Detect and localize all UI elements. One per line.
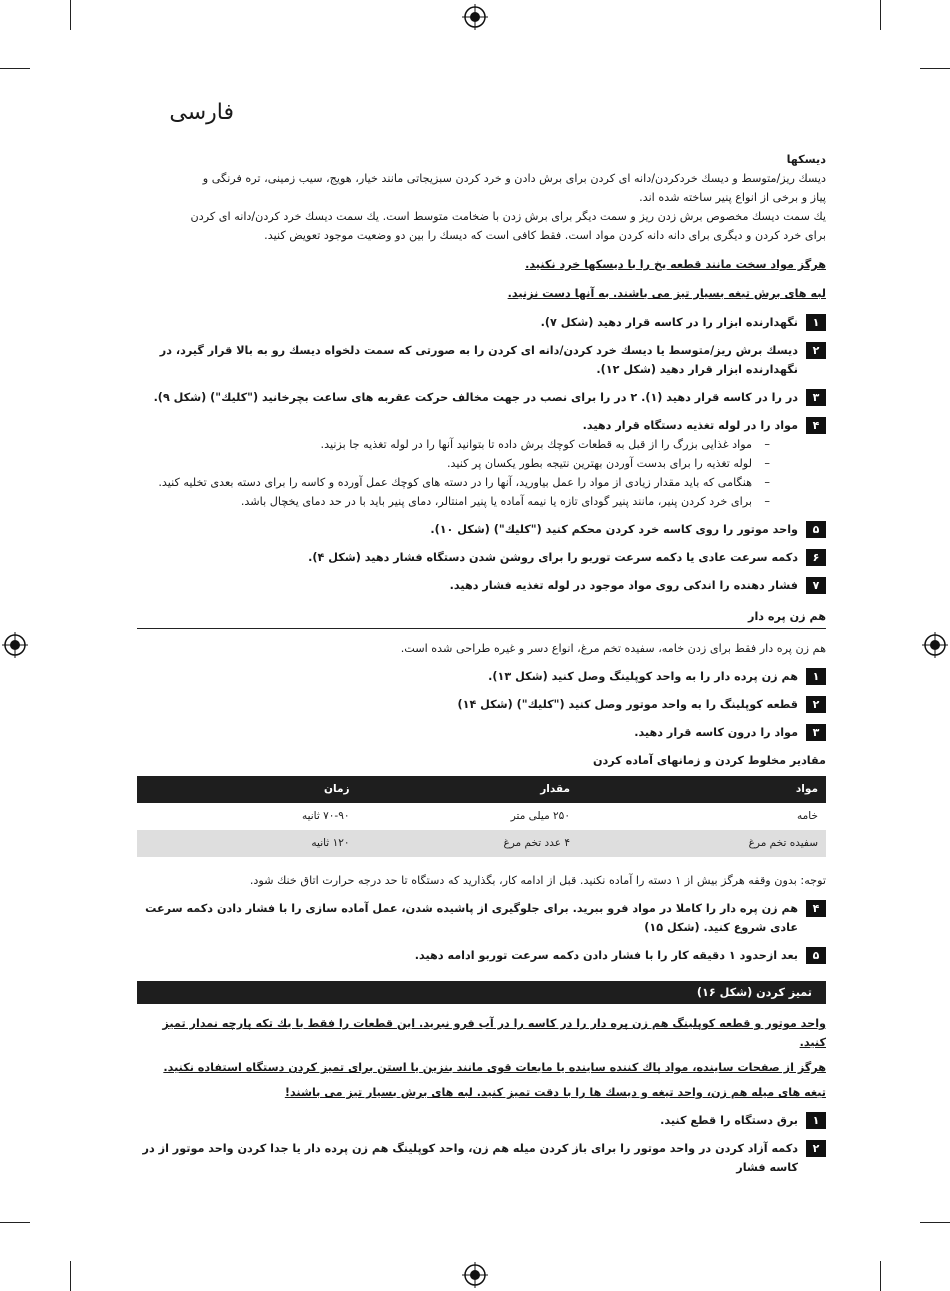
bullet-list: [137, 435, 798, 511]
crop-mark: [920, 1222, 950, 1223]
step-text: هم زن پرده دار را به واحد كوپلینگ وصل كنید (شكل ۱۳).: [488, 670, 798, 683]
note: توجه: بدون وقفه هرگز بیش از ۱ دسته را آماده نكنید. قبل از ادامه كار، بگذارید كه دستگاه تا حد درجه حرارت اتاق خنك شود.: [249, 874, 826, 887]
table-cell: خامه: [797, 810, 818, 822]
bullet-item: – مواد غذایی بزرگ را از قبل به قطعات كوچك برش داده تا بتوانید آنها را در لوله تغذیه جا بزنید.: [137, 435, 770, 454]
step-number: ۵: [806, 947, 826, 964]
page-title: فارسی: [169, 100, 234, 125]
step: [137, 899, 826, 937]
step-text: در را در كاسه قرار دهید (۱). ۲ در را برای نصب در جهت مخالف حركت عقربه های ساعت بچرخانید ("كلیك") (شكل ۹).: [153, 391, 798, 404]
crop-mark: [0, 68, 30, 69]
step-number: ۳: [806, 389, 826, 406]
step: [137, 723, 826, 742]
table-cell: ۱۲۰ ثانیه: [137, 830, 358, 857]
crop-mark: [0, 1222, 30, 1223]
step: [137, 548, 826, 567]
crop-mark: [880, 1261, 881, 1291]
table-header-row: [137, 776, 826, 803]
registration-mark-icon: [2, 632, 28, 658]
step: [137, 416, 826, 511]
warning: هرگز مواد سخت مانند قطعه یخ را با دیسكها خرد نكنید.: [525, 258, 826, 271]
step-number: ۴: [806, 417, 826, 434]
step: [137, 1139, 826, 1177]
warning: تیغه های میله هم زن، واحد تیغه و دیسك ها را با دقت تمیز كنید. لبه های برش بسیار تیز می باشند!: [284, 1086, 826, 1099]
table-cell: ۲۵۰ میلی متر: [510, 810, 570, 822]
step-text: برق دستگاه را قطع كنید.: [660, 1114, 798, 1127]
registration-mark-icon: [462, 4, 488, 30]
cleaning-heading: تمیز كردن (شكل ۱۶): [137, 981, 826, 1004]
step-number: ۶: [806, 549, 826, 566]
step-number: ۱: [806, 314, 826, 331]
crop-mark: [920, 68, 950, 69]
step-number: ۲: [806, 1140, 826, 1157]
registration-mark-icon: [462, 1262, 488, 1288]
crop-mark: [70, 0, 71, 30]
step-number: ۲: [806, 342, 826, 359]
step: [137, 313, 826, 332]
step: [137, 520, 826, 539]
step: [137, 946, 826, 965]
bullet-item: – هنگامی كه باید مقدار زیادی از مواد را عمل بیاورید، آنها را در دسته های كوچك عمل آورده و كاسه را برای دسته بعدی تخلیه كنید.: [137, 473, 770, 492]
step-text: هم زن پره دار را كاملا در مواد فرو ببرید. برای جلوگیری از پاشیده شدن، عمل آماده سازی را با فشار دادن دكمه سرعت عادی شروع كنید. (شكل ۱۵): [145, 902, 798, 934]
step: [137, 388, 826, 407]
step-text: فشار دهنده را اندكی روی مواد موجود در لوله تغذیه فشار دهید.: [449, 579, 798, 592]
step-number: ۵: [806, 521, 826, 538]
table-cell: ۷۰-۹۰ ثانیه: [301, 810, 350, 822]
table-header: مواد: [578, 776, 826, 803]
discs-paragraph: یك سمت دیسك مخصوص برش زدن ریز و سمت دیگر برای برش زدن با ضخامت متوسط است. یك سمت دیسك خرد كردن/دانه ای كردن: [190, 210, 826, 223]
step-number: ۱: [806, 1112, 826, 1129]
step-number: ۴: [806, 900, 826, 917]
table-header: مقدار: [358, 776, 578, 803]
crop-mark: [70, 1261, 71, 1291]
bullet-item: – لوله تغذیه را برای بدست آوردن بهترین نتیجه بطور یكسان پر كنید.: [137, 454, 770, 473]
whisk-heading: هم زن پره دار: [137, 607, 826, 629]
warning: لبه های برش تیغه بسیار تیز می باشند. به آنها دست نزنید.: [507, 287, 826, 300]
table-row: [137, 803, 826, 830]
table-cell: ۴ عدد تخم مرغ: [358, 830, 578, 857]
discs-heading: دیسکها: [786, 153, 826, 166]
discs-paragraph: برای خرد كردن و دیگری برای دانه دانه كردن مواد است. فقط كافی است كه دیسك را بین دو وضعیت موجود تعویض كنید.: [264, 229, 826, 242]
bullet-item: – برای خرد كردن پنیر، مانند پنیر گودای تازه یا نیمه آماده یا پنیر امنتالر، دمای پنیر باید با در حد دمای یخچال باشد.: [137, 492, 770, 511]
table-row: [137, 830, 826, 857]
step-text: مواد را در لوله تغذیه دستگاه قرار دهید.: [582, 419, 798, 432]
step-text: دكمه سرعت عادی یا دكمه سرعت توربو را برای روشن شدن دستگاه فشار دهید (شكل ۴).: [308, 551, 798, 564]
table-header: زمان: [137, 776, 358, 803]
step-number: ۳: [806, 724, 826, 741]
step-text: واحد موتور را روی كاسه خرد كردن محكم كنید ("كلیك") (شكل ۱۰).: [430, 523, 798, 536]
warning: هرگز از صفحات ساینده، مواد پاك كننده ساینده یا مایعات قوی مانند بنزین یا استن برای تمیز كردن دستگاه استفاده نكنید.: [163, 1061, 826, 1074]
table-cell: سفیده تخم مرغ: [578, 830, 826, 857]
step-number: ۱: [806, 668, 826, 685]
registration-mark-icon: [922, 632, 948, 658]
step-number: ۲: [806, 696, 826, 713]
step: [137, 695, 826, 714]
step-text: نگهدارنده ابزار را در كاسه قرار دهید (شكل ۷).: [540, 316, 798, 329]
discs-paragraph: پیاز و برخی از انواع پنیر ساخته شده اند.: [639, 191, 826, 204]
document-body: [137, 150, 826, 1186]
step-number: ۷: [806, 577, 826, 594]
step-text: دكمه آزاد كردن در واحد موتور را برای باز كردن میله هم زن، واحد كوپلینگ هم زن پرده دار یا جدا كردن واحد موتور از در كاسه فشار: [142, 1142, 798, 1174]
table-title: مقادیر مخلوط كردن و زمانهای آماده كردن: [592, 754, 826, 767]
step-text: قطعه كوپلینگ را به واحد موتور وصل كنید ("كلیك") (شكل ۱۴): [457, 698, 798, 711]
step: [137, 341, 826, 379]
step: [137, 1111, 826, 1130]
whisk-intro: هم زن پره دار فقط برای زدن خامه، سفیده تخم مرغ، انواع دسر و غیره طراحی شده است.: [400, 642, 826, 655]
step-text: دیسك برش ریز/متوسط یا دیسك خرد كردن/دانه ای كردن را به صورتی كه سمت دلخواه دیسك رو به بالا قرار گیرد، در نگهدارنده ابزار قرار دهید (شكل ۱۲).: [159, 344, 798, 376]
step: [137, 667, 826, 686]
discs-paragraph: دیسك ریز/متوسط و دیسك خردكردن/دانه ای كردن برای برش دادن و خرد كردن سبزیجاتی مانند خیار، هویج، سیب زمینی، تره فرنگی و: [202, 172, 826, 185]
step-text: بعد ازحدود ۱ دقیقه كار را با فشار دادن دكمه سرعت توربو ادامه دهید.: [414, 949, 798, 962]
step-text: مواد را درون كاسه قرار دهید.: [634, 726, 798, 739]
warning: واحد موتور و قطعه كوپلینگ هم زن پره دار را در كاسه را در آب فرو نبرید. این قطعات را فقط با یك تكه پارچه نمدار تمیز كنید.: [162, 1017, 826, 1049]
step: [137, 576, 826, 595]
quantities-table: [137, 776, 826, 857]
crop-mark: [880, 0, 881, 30]
